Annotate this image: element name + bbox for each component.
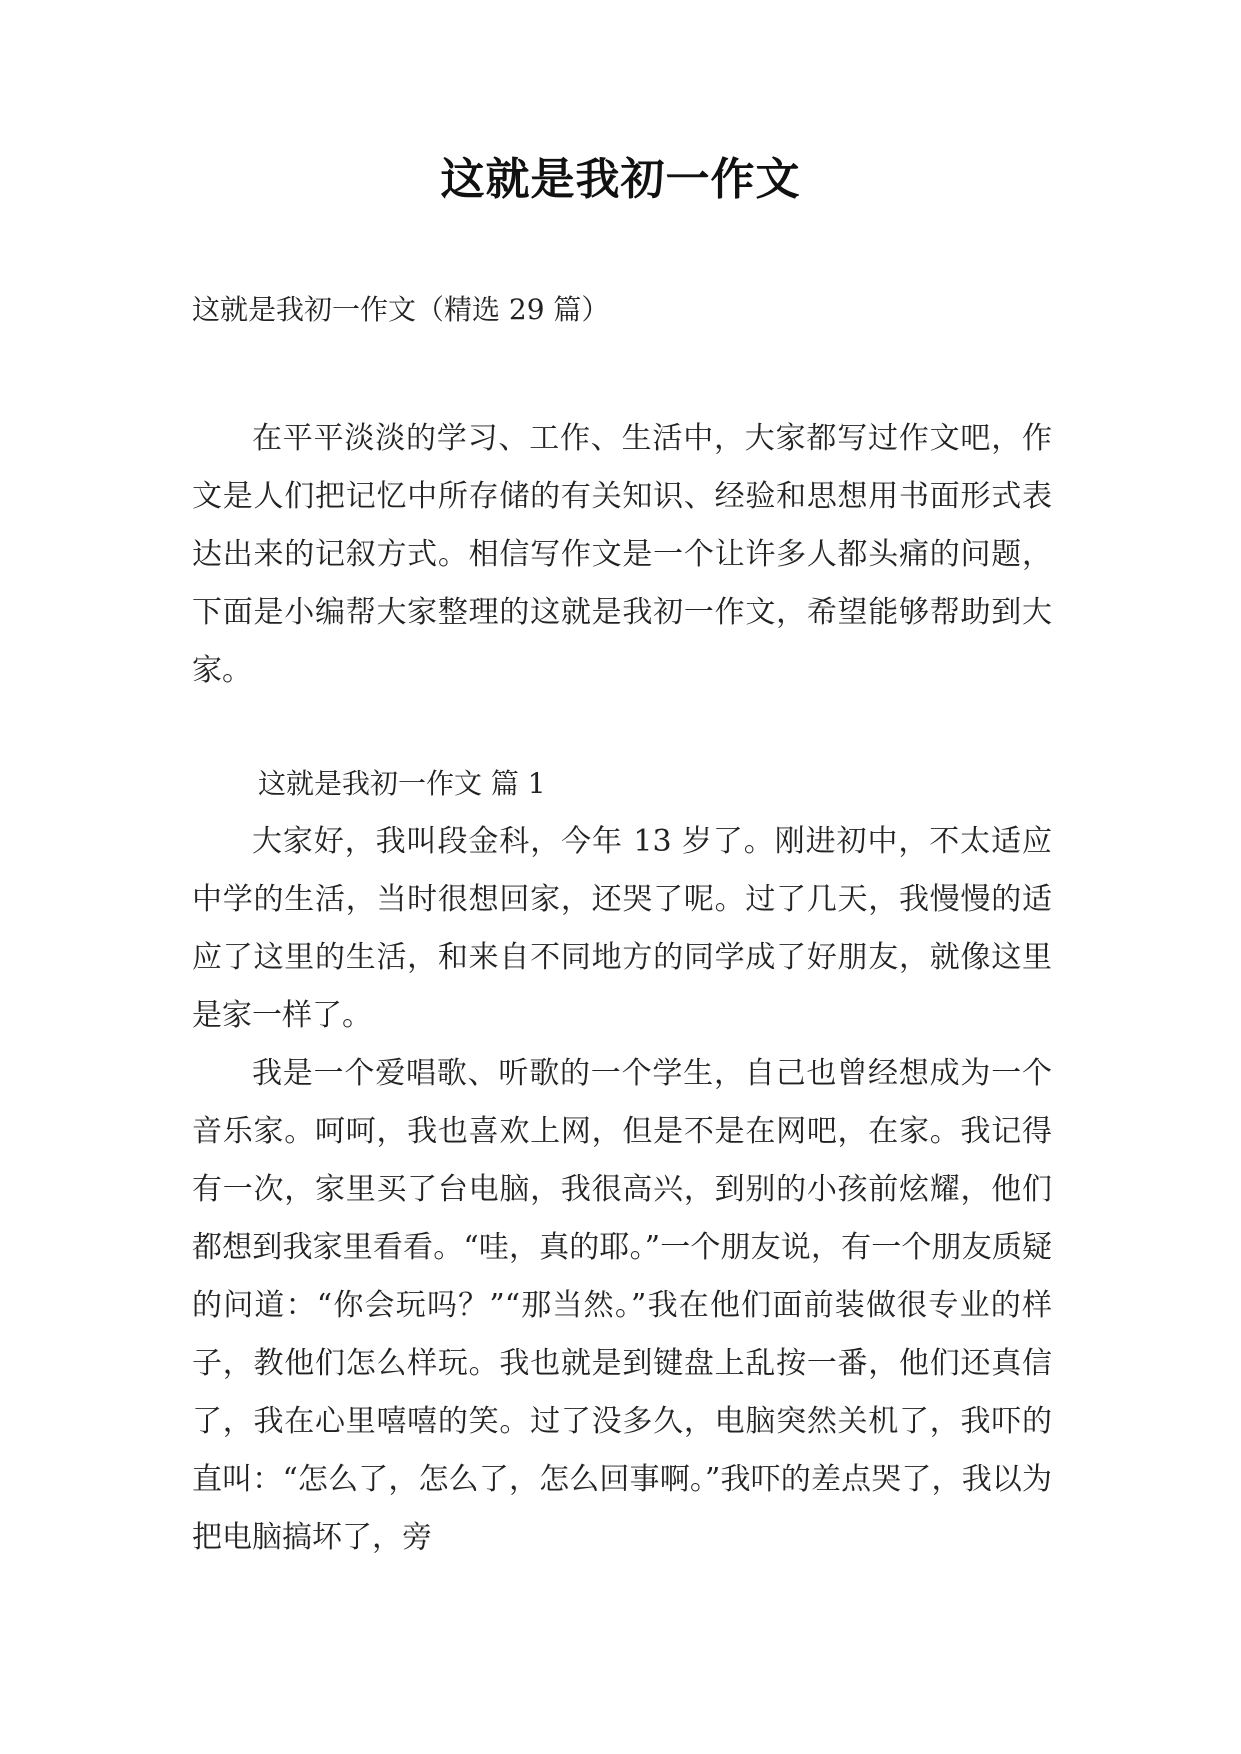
document-subtitle: 这就是我初一作文（精选 29 篇）	[192, 293, 610, 326]
intro-paragraph: 在平平淡淡的学习、工作、生活中，大家都写过作文吧，作文是人们把记忆中所存储的有关知识、经验和思想用书面形式表达出来的记叙方式。相信写作文是一个让许多人都头痛的问题，下面是小编帮大家整理的这就是我初一作文，希望能够帮助到大家。	[192, 421, 1052, 688]
section-paragraph: 我是一个爱唱歌、听歌的一个学生，自己也曾经想成为一个音乐家。呵呵，我也喜欢上网，但是不是在网吧，在家。我记得有一次，家里买了台电脑，我很高兴，到别的小孩前炫耀，他们都想到我家里看看。“哇，真的耶。”一个朋友说，有一个朋友质疑的问道：“你会玩吗？”“那当然。”我在他们面前装做很专业的样子，教他们怎么样玩。我也就是到键盘上乱按一番，他们还真信了，我在心里嘻嘻的笑。过了没多久，电脑突然关机了，我吓的直叫：“怎么了，怎么了，怎么回事啊。”我吓的差点哭了，我以为把电脑搞坏了，旁	[192, 1056, 1052, 1555]
intro-block	[192, 410, 1052, 700]
section-heading: 这就是我初一作文 篇 1	[258, 767, 546, 800]
section-1	[192, 755, 1052, 1567]
document-title: 这就是我初一作文	[440, 154, 801, 205]
section-paragraph: 大家好，我叫段金科，今年 13 岁了。刚进初中，不太适应中学的生活，当时很想回家，还哭了呢。过了几天，我慢慢的适应了这里的生活，和来自不同地方的同学成了好朋友，就像这里是家一样了。	[192, 824, 1052, 1033]
